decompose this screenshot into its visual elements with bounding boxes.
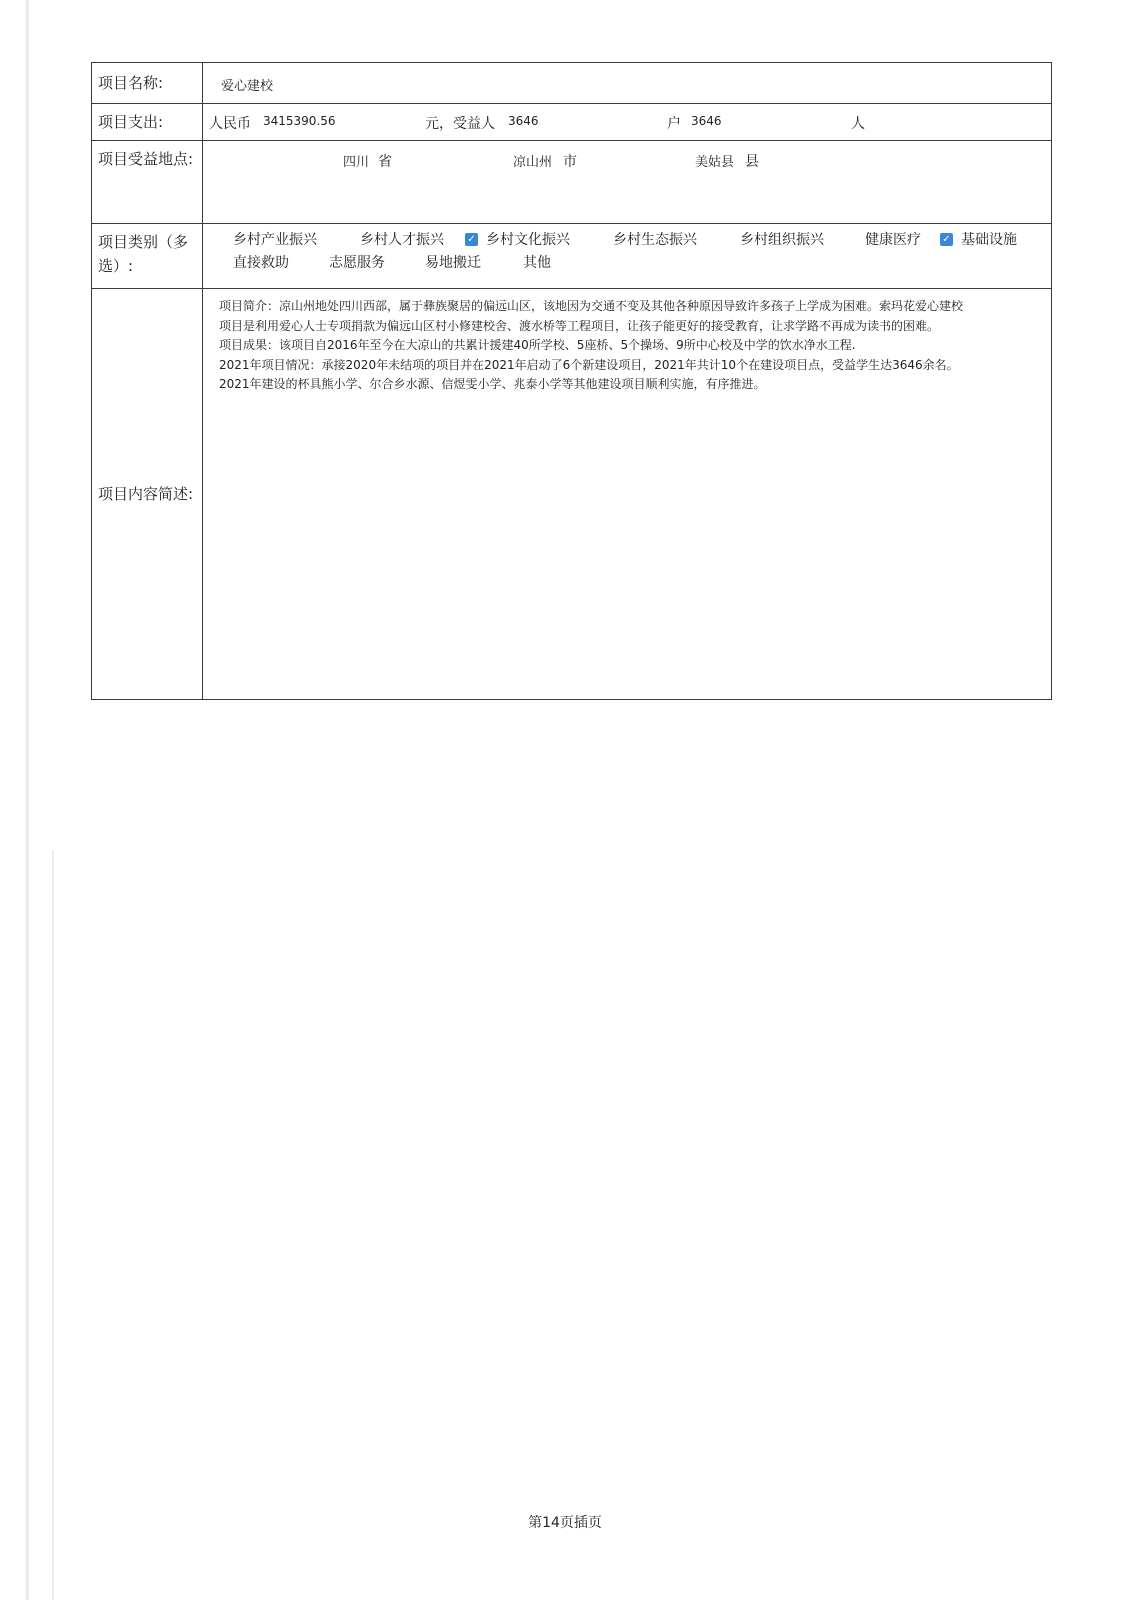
scan-edge-secondary xyxy=(52,850,54,1600)
page-footer-note: 第14页插页 xyxy=(528,1515,602,1531)
currency-label: 人民币 xyxy=(209,116,251,132)
checkbox-checked-icon[interactable]: ✓ xyxy=(465,233,478,246)
row-project-expense xyxy=(92,104,1052,141)
project-expense-cell xyxy=(203,104,1052,141)
category-rural-organization[interactable]: 乡村组织振兴 xyxy=(740,232,824,248)
description-line: 2021年建设的杯具熊小学、尔合乡水源、信煜雯小学、兆泰小学等其他建设项目顺利实施，有序推进。 xyxy=(219,377,766,391)
province-value: 四川 xyxy=(343,155,370,170)
category-volunteer-service[interactable]: 志愿服务 xyxy=(329,255,385,271)
row-project-location xyxy=(92,141,1052,224)
beneficiary-unit-label: 元，受益人 xyxy=(425,116,495,132)
province-unit: 省 xyxy=(378,154,392,170)
expense-amount: 3415390.56 xyxy=(263,114,336,128)
project-description-text xyxy=(203,289,1051,395)
row-project-name xyxy=(92,63,1052,104)
category-other[interactable]: 其他 xyxy=(523,255,551,271)
category-rural-talent[interactable]: 乡村人才振兴 xyxy=(360,232,444,248)
description-line: 项目简介：凉山州地处四川西部，属于彝族聚居的偏远山区，该地因为交通不变及其他各种原因导致许多孩子上学成为困难。索玛花爱心建校 xyxy=(219,299,964,313)
project-category-cell xyxy=(203,224,1052,289)
project-location-label: 项目受益地点: xyxy=(92,141,203,224)
row-project-description xyxy=(92,289,1052,700)
row-project-category xyxy=(92,224,1052,289)
county-unit: 县 xyxy=(745,154,759,170)
person-unit-label: 人 xyxy=(851,116,865,132)
project-form-table xyxy=(91,62,1052,700)
description-line: 项目是利用爱心人士专项捐款为偏远山区村小修建校舍、渡水桥等工程项目，让孩子能更好的接受教育，让求学路不再成为读书的困难。 xyxy=(219,318,940,333)
project-name-label: 项目名称: xyxy=(92,63,203,104)
category-infrastructure[interactable]: 基础设施 xyxy=(961,232,1017,248)
county-value: 美姑县 xyxy=(695,155,735,170)
project-location-cell xyxy=(203,141,1052,224)
project-name-value: 爱心建校 xyxy=(221,79,274,94)
checkbox-checked-icon[interactable]: ✓ xyxy=(940,233,953,246)
category-rural-ecology[interactable]: 乡村生态振兴 xyxy=(613,232,697,248)
category-rural-industry[interactable]: 乡村产业振兴 xyxy=(233,232,317,248)
scan-edge xyxy=(26,0,29,1600)
city-value: 凉山州 xyxy=(513,155,553,170)
project-description-label: 项目内容简述: xyxy=(92,289,203,700)
project-name-cell xyxy=(203,63,1052,104)
description-line: 项目成果：该项目自2016年至今在大凉山的共累计援建40所学校、5座桥、5个操场、9所中心校及中学的饮水净水工程. xyxy=(219,338,856,352)
description-line: 2021年项目情况：承接2020年未结项的项目并在2021年启动了6个新建设项目，2021年共计10个在建设项目点，受益学生达3646余名。 xyxy=(219,357,959,372)
household-unit-label: 户 xyxy=(667,116,681,132)
category-relocation[interactable]: 易地搬迁 xyxy=(425,255,481,271)
category-rural-culture[interactable]: 乡村文化振兴 xyxy=(486,232,570,248)
beneficiary-persons: 3646 xyxy=(691,114,722,128)
project-category-label: 项目类别（多选）: xyxy=(92,224,203,289)
beneficiary-households: 3646 xyxy=(508,114,539,128)
category-direct-aid[interactable]: 直接救助 xyxy=(233,255,289,271)
project-expense-label: 项目支出: xyxy=(92,104,203,141)
project-description-cell xyxy=(203,289,1052,700)
category-health-care[interactable]: 健康医疗 xyxy=(865,232,921,248)
city-unit: 市 xyxy=(563,154,577,170)
